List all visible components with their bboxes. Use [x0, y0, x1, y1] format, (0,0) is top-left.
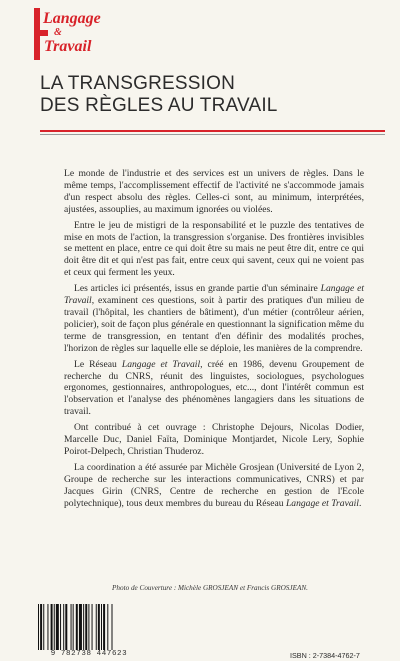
- barcode-bar: [98, 604, 100, 650]
- logo-bar-top: [34, 8, 40, 30]
- barcode-bar: [92, 604, 93, 650]
- paragraph-network: [64, 359, 364, 419]
- paragraph-articles-rest: , examinent ces questions, soit à partir des pratiques d'un milieu de travail (l'hôpital, les chantiers de bâtiment), d'un métier (contrôleur aérien, policier), soit de façon plus générale en questionnant la signification même du terme de transgression, en tentant d'en définir des modalités proches, l'horizon de règles sur laquelle elle se déploie, les manières de la comprendre.: [64, 295, 364, 354]
- barcode-bar: [47, 604, 48, 650]
- barcode-bar: [101, 604, 102, 650]
- barcode-bar: [65, 604, 67, 650]
- back-cover-text: [64, 168, 364, 513]
- logo-ampersand: &: [54, 27, 62, 38]
- logo-word-langage: Langage: [43, 10, 101, 27]
- barcode-bar: [76, 604, 78, 650]
- barcode-bar: [56, 604, 59, 650]
- barcode-bar: [63, 604, 64, 650]
- logo-bar-bottom: [34, 36, 40, 60]
- barcode-bar: [112, 604, 113, 650]
- cover-photo-credit: Photo de Couverture : Michèle GROSJEAN et Francis GROSJEAN.: [112, 584, 308, 592]
- network-name-2: Langage et Travail: [285, 497, 359, 509]
- paragraph-transgression: Entre le jeu de mistigri de la responsabilité et le puzzle des tentatives de mise en mots de l'action, la transgression s'organise. Des frontières invisibles se mettent en place, entre ce qui doit être su mais ne peut être dit, entre ce qui doit être dit et qui n'est pas fait, entre ceux qui savent, ceux qui ne voient pas et ceux qui ferment les yeux.: [64, 219, 364, 279]
- barcode-bar: [43, 604, 44, 650]
- title-rule-grey: [40, 134, 385, 135]
- logo-word-travail: Travail: [44, 38, 92, 55]
- paragraph-coordination-end: .: [358, 497, 362, 509]
- barcode-bar: [71, 604, 72, 650]
- barcode-bar: [51, 604, 53, 650]
- seminar-name: Langage et Travail: [64, 283, 364, 307]
- barcode-bar: [88, 604, 89, 650]
- isbn-number: ISBN : 2-7384-4762-7: [290, 651, 360, 660]
- paragraph-coordination: [64, 462, 364, 510]
- book-title: [40, 73, 385, 117]
- title-line-2: DES RÈGLES AU TRAVAIL: [40, 95, 278, 116]
- barcode-bar: [54, 604, 55, 650]
- barcode-bar: [38, 604, 39, 650]
- barcode-bar: [79, 604, 82, 650]
- barcode-digits: 9 782738 447623: [50, 650, 128, 658]
- barcode-bar: [107, 604, 108, 650]
- paragraph-articles-lead: Les articles ici présentés, issus en grande partie d'un séminaire: [74, 283, 321, 295]
- paragraph-network-lead: Le Réseau: [74, 358, 122, 370]
- barcode-bar: [96, 604, 97, 650]
- paragraph-intro: Le monde de l'industrie et des services est un univers de règles. Dans le même temps, l'accomplissement effectif de l'activité ne s'accommode jamais d'un respect absolu des règles. Celles-ci sont, au minimum, interprétées, ajustées, assouplies, au maximum ignorées ou violées.: [64, 168, 364, 215]
- network-name: Langage et Travail: [121, 358, 201, 370]
- barcode-bar: [85, 604, 87, 650]
- barcode-bar: [40, 604, 42, 650]
- barcode-bar: [83, 604, 84, 650]
- title-line-1: LA TRANSGRESSION: [40, 73, 236, 94]
- paragraph-coordination-lead: La coordination a été assurée par Michèle Grosjean (Université de Lyon 2, Groupe de recherche sur les interactions communicatives, CNRS) et par Jacques Girin (CNRS, Centre de recherche en gestion de l'Ecole polytechnique), tous deux membres du bureau du Réseau: [64, 461, 364, 509]
- logo-bar-joint: [34, 30, 48, 36]
- barcode-bar: [73, 604, 74, 650]
- barcode-bar: [103, 604, 105, 650]
- publisher-logo: [34, 6, 124, 62]
- title-rule-red: [40, 130, 385, 132]
- barcode: [34, 604, 144, 650]
- barcode-bar: [60, 604, 61, 650]
- paragraph-contributors: Ont contribué à cet ouvrage : Christophe Dejours, Nicolas Dodier, Marcelle Duc, Daniel Faïta, Dominique Montjardet, Nicole Lery, Sophie Poirot-Delpech, Christian Thuderoz.: [64, 422, 364, 457]
- paragraph-network-rest: , créé en 1986, devenu Groupement de recherche du CNRS, réunit des linguistes, sociologues, psychologues ergonomes, gestionnaires, anthropologues, etc..., dont l'intérêt commun est l'observation et l'analyse des phénomènes langagiers dans les situations de travail.: [64, 358, 364, 418]
- paragraph-articles: [64, 283, 364, 354]
